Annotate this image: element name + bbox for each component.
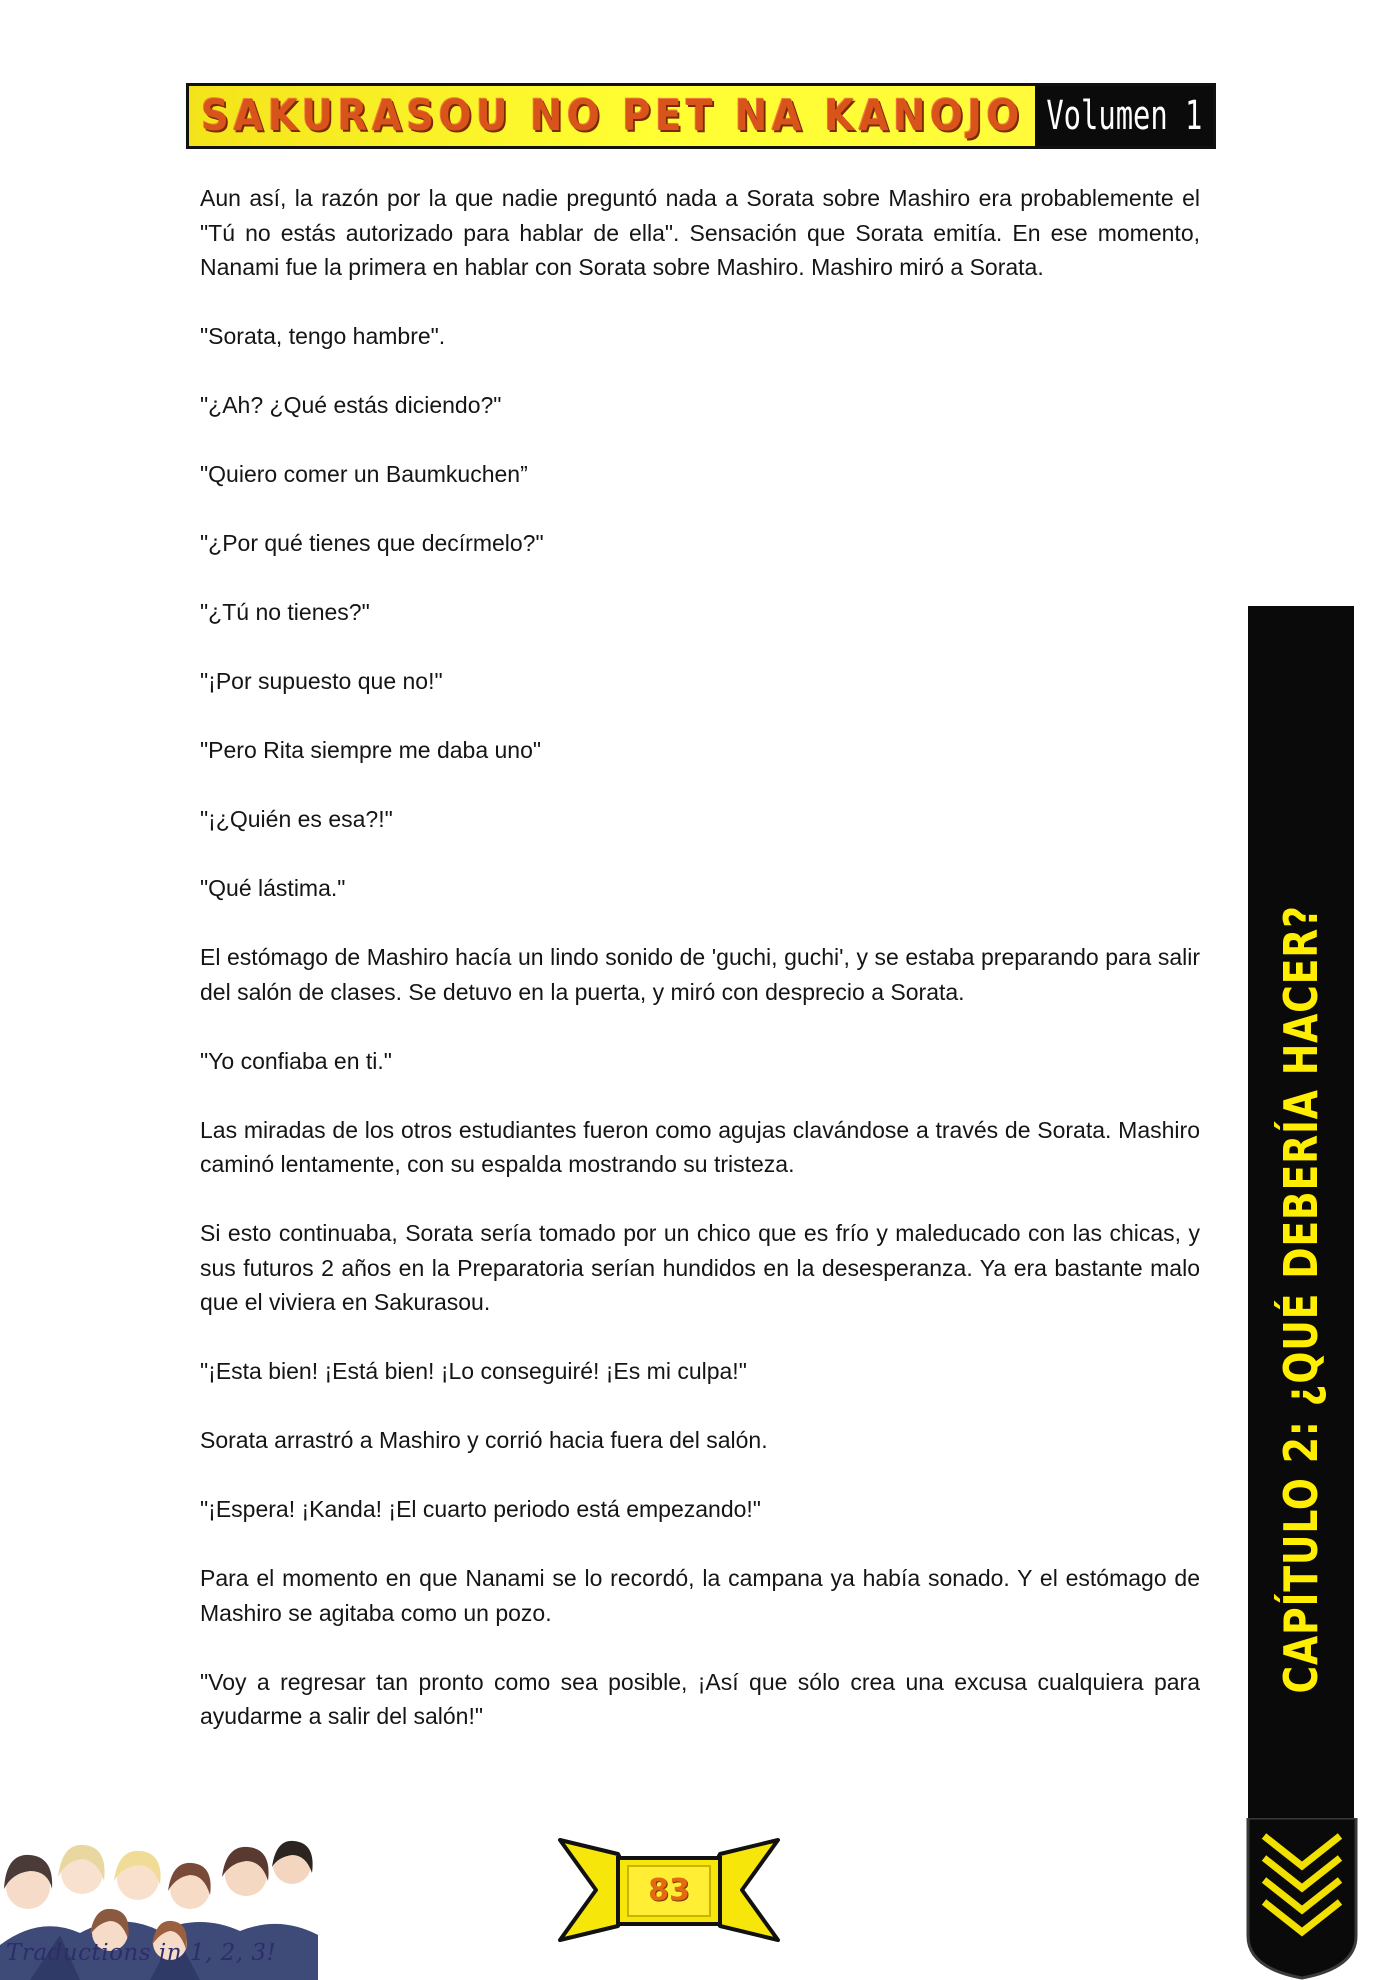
page-body [200,181,1200,1768]
paragraph: "Voy a regresar tan pronto como sea posible, ¡Así que sólo crea una excusa cualquiera para ayudarme a salir del salón!" [200,1668,1200,1729]
paragraph: "Sorata, tengo hambre". [200,323,446,349]
translator-credit: Traductions in 1, 2, 3! [6,1940,277,1966]
paragraph: "¿Por qué tienes que decírmelo?" [200,530,544,556]
page-number: 83 [648,1873,690,1908]
page-header-banner [186,83,1216,149]
chapter-title [1261,905,1341,1780]
paragraph: Aun así, la razón por la que nadie preguntó nada a Sorata sobre Mashiro era probablemente el "Tú no estás autorizado para hablar de ella". Sensación que Sorata emitía. En ese momento, Nanami fue la primera en hablar con Sorata sobre Mashiro. Mashiro miró a Sorata. [200,185,1200,280]
series-title-box [189,86,1035,146]
paragraph: "¿Ah? ¿Qué estás diciendo?" [200,392,502,418]
paragraph: Sorata arrastró a Mashiro y corrió hacia fuera del salón. [200,1427,768,1453]
paragraph: "¡Por supuesto que no!" [200,668,443,694]
paragraph: "Quiero comer un Baumkuchen” [200,461,528,487]
paragraph: "Qué lástima." [200,875,346,901]
series-title: SAKURASOU NO PET NA KANOJO [201,91,1024,141]
paragraph: Para el momento en que Nanami se lo recordó, la campana ya había sonado. Y el estómago de Mashiro se agitaba como un pozo. [200,1565,1200,1626]
paragraph: "¡¿Quién es esa?!" [200,806,393,832]
paragraph: "Pero Rita siempre me daba uno" [200,737,542,763]
volume-label: Volumen 1 [1045,93,1203,139]
chapter-title-text: CAPÍTULO 2: ¿QUÉ DEBERÍA HACER? [1274,905,1328,1694]
paragraph: "¡Esta bien! ¡Está bien! ¡Lo conseguiré! ¡Es mi culpa!" [200,1358,747,1384]
volume-box [1035,86,1213,146]
paragraph: "Yo confiaba en ti." [200,1047,392,1074]
chevron-down-icon [1240,1818,1364,1980]
paragraph: "¡Espera! ¡Kanda! ¡El cuarto periodo está empezando!" [200,1496,761,1522]
paragraph: Las miradas de los otros estudiantes fueron como agujas clavándose a través de Sorata. Mashiro caminó lentamente, con su espalda mostrando su tristeza. [200,1116,1200,1177]
paragraph: Si esto continuaba, Sorata sería tomado por un chico que es frío y maleducado con las chicas, y sus futuros 2 años en la Preparatoria serían hundidos en la desesperanza. Ya era bastante malo que el viviera en Sakurasou. [200,1220,1200,1315]
paragraph: El estómago de Mashiro hacía un lindo sonido de 'guchi, guchi', y se estaba preparando para salir del salón de clases. Se detuvo en la puerta, y miró con desprecio a Sorata. [200,944,1200,1005]
paragraph: "¿Tú no tienes?" [200,599,370,625]
